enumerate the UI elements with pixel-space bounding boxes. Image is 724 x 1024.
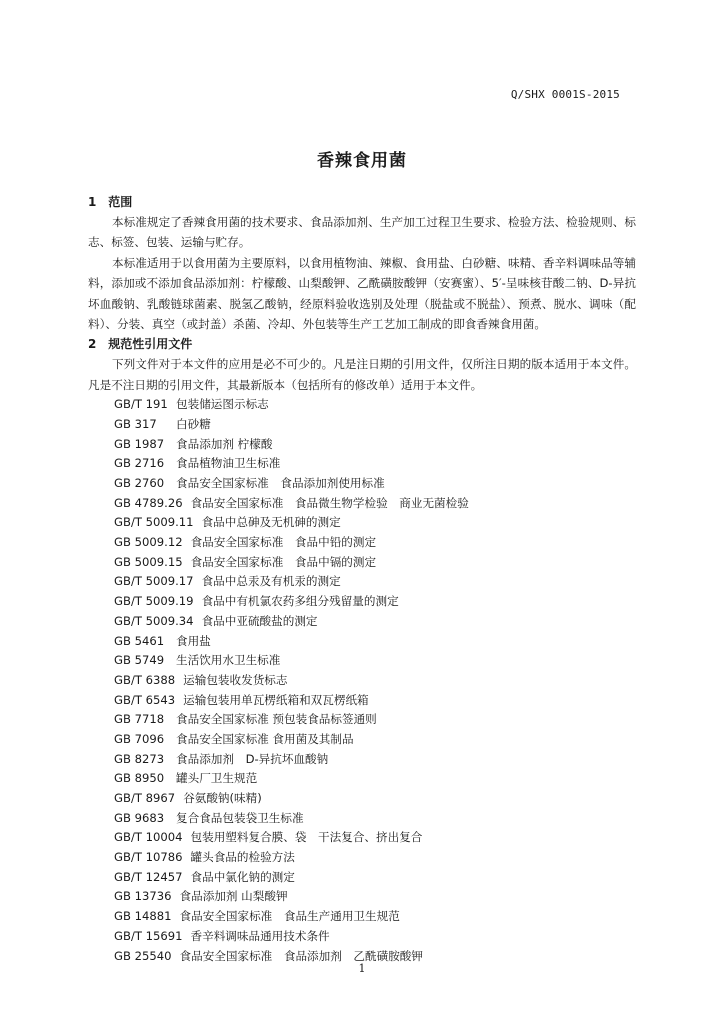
reference-code: GB/T 8967 — [114, 791, 176, 805]
document-title: 香辣食用菌 — [317, 151, 407, 171]
reference-item — [88, 435, 636, 455]
section-title: 范围 — [108, 195, 133, 209]
reference-title: 食品安全国家标准 食品添加剂使用标准 — [176, 476, 385, 490]
standard-code: Q/SHX 0001S-2015 — [510, 88, 620, 101]
reference-item — [88, 927, 636, 947]
reference-code: GB 317 — [114, 416, 157, 431]
reference-code: GB/T 5009.19 — [114, 594, 194, 609]
reference-item — [88, 671, 636, 691]
reference-code: GB 8273 — [114, 751, 165, 766]
reference-item — [88, 907, 636, 927]
reference-title: 食品安全国家标准 食品添加剂 乙酰磺胺酸钾 — [179, 948, 423, 963]
reference-code: GB 13736 — [114, 889, 172, 904]
reference-item — [88, 553, 636, 573]
reference-title: 食品安全国家标准 食品微生物学检验 商业无菌检验 — [190, 495, 469, 510]
reference-title: 包装用塑料复合膜、袋 干法复合、挤出复合 — [190, 830, 423, 845]
reference-code: GB/T 10004 — [114, 830, 183, 845]
reference-code: GB/T 6543 — [114, 692, 176, 707]
scope-paragraph-2: 本标准适用于以食用菌为主要原料，以食用植物油、辣椒、食用盐、白砂糖、味精、香辛料调味品等辅料，添加或不添加食品添加剂：柠檬酸、山梨酸钾、乙酰磺胺酸钾（安赛蜜）、5′-呈味核苷酸二钠、D-异抗坏血酸钠、乳酸链球菌素、脱氢乙酸钠，经原料验收选别及处理（脱盐或不脱盐）、预煮、脱水、调味（配料）、分装、真空（或封盖）杀菌、冷却、外包装等生产工艺加工制成的即食香辣食用菌。 — [88, 255, 636, 332]
reference-code: GB 5009.15 — [114, 554, 183, 569]
reference-title: 食品安全国家标准 食用菌及其制品 — [176, 731, 354, 746]
reference-item — [88, 887, 636, 907]
reference-code: GB 5461 — [114, 633, 165, 648]
reference-title: 食品中总砷及无机砷的测定 — [201, 515, 341, 530]
reference-title: 食品添加剂 D-异抗坏血酸钠 — [176, 751, 329, 766]
reference-code: GB/T 12457 — [114, 869, 183, 884]
reference-item — [88, 730, 636, 750]
reference-code: GB/T 6388 — [114, 672, 176, 687]
reference-code: GB 7718 — [114, 712, 165, 727]
reference-item — [88, 494, 636, 514]
reference-item — [88, 533, 636, 553]
reference-item — [88, 809, 636, 829]
reference-title: 运输包装收发货标志 — [183, 672, 288, 687]
reference-title: 食品添加剂 柠檬酸 — [176, 436, 273, 451]
reference-title: 复合食品包装袋卫生标准 — [176, 810, 304, 825]
reference-title: 食品安全国家标准 预包装食品标签通则 — [176, 712, 377, 727]
reference-code: GB/T 5009.34 — [114, 613, 194, 628]
reference-title: 食品添加剂 山梨酸钾 — [179, 889, 288, 904]
reference-title: 罐头厂卫生规范 — [176, 771, 258, 786]
reference-list — [88, 395, 636, 966]
reference-title: 食品安全国家标准 食品生产通用卫生规范 — [179, 909, 400, 924]
reference-code: GB 5749 — [114, 653, 165, 668]
reference-code: GB/T 191 — [114, 397, 168, 412]
section-heading-scope — [88, 192, 636, 212]
reference-code: GB/T 5009.17 — [114, 574, 194, 589]
document-body — [88, 192, 636, 966]
reference-code: GB 4789.26 — [114, 495, 183, 510]
reference-code: GB 7096 — [114, 731, 165, 746]
reference-item — [88, 572, 636, 592]
reference-code: GB 5009.12 — [114, 535, 183, 550]
reference-item — [88, 612, 636, 632]
references-intro-paragraph: 下列文件对于本文件的应用是必不可少的。凡是注日期的引用文件，仅所注日期的版本适用于本文件。凡是不注日期的引用文件，其最新版本（包括所有的修改单）适用于本文件。 — [88, 357, 636, 392]
reference-title: 白砂糖 — [176, 416, 211, 431]
reference-title: 食品中亚硫酸盐的测定 — [201, 613, 318, 628]
section-heading-normative-references — [88, 334, 636, 354]
reference-item — [88, 691, 636, 711]
reference-item — [88, 848, 636, 868]
section-number: 2 — [88, 337, 97, 352]
reference-code: GB/T 5009.11 — [114, 515, 194, 530]
reference-title: 食品中有机氯农药多组分残留量的测定 — [201, 594, 399, 609]
reference-code: GB 25540 — [114, 948, 172, 963]
section-number: 1 — [88, 195, 97, 209]
reference-item — [88, 828, 636, 848]
reference-item — [88, 651, 636, 671]
reference-title: 香辛料调味品通用技术条件 — [190, 928, 330, 943]
reference-item — [88, 868, 636, 888]
reference-code: GB 2716 — [114, 456, 165, 471]
reference-item — [88, 769, 636, 789]
reference-item — [88, 592, 636, 612]
reference-title: 食品中氯化钠的测定 — [190, 869, 295, 884]
reference-item — [88, 474, 636, 494]
reference-code: GB 9683 — [114, 810, 165, 825]
reference-code: GB/T 10786 — [114, 850, 183, 865]
reference-title: 食品中总汞及有机汞的测定 — [201, 574, 341, 589]
reference-title: 包装储运图示标志 — [176, 397, 269, 412]
section-title: 规范性引用文件 — [108, 337, 193, 352]
reference-title: 运输包装用单瓦楞纸箱和双瓦楞纸箱 — [183, 692, 369, 707]
reference-item — [88, 395, 636, 415]
reference-title: 食品植物油卫生标准 — [176, 456, 281, 471]
reference-item — [88, 632, 636, 652]
reference-code: GB/T 15691 — [114, 928, 183, 943]
reference-code: GB 14881 — [114, 909, 172, 924]
reference-title: 罐头食品的检验方法 — [190, 850, 295, 865]
reference-code: GB 2760 — [114, 476, 165, 490]
reference-title: 谷氨酸钠(味精) — [183, 791, 262, 805]
reference-item — [88, 415, 636, 435]
reference-item — [88, 513, 636, 533]
reference-item — [88, 454, 636, 474]
scope-paragraph-1: 本标准规定了香辣食用菌的技术要求、食品添加剂、生产加工过程卫生要求、检验方法、检验规则、标志、标签、包装、运输与贮存。 — [88, 215, 636, 250]
reference-item — [88, 750, 636, 770]
reference-title: 食品安全国家标准 食品中镉的测定 — [190, 554, 377, 569]
reference-title: 食品安全国家标准 食品中铅的测定 — [190, 535, 377, 550]
reference-title: 食用盐 — [176, 633, 211, 648]
reference-code: GB 8950 — [114, 771, 165, 786]
reference-item — [88, 710, 636, 730]
reference-title: 生活饮用水卫生标准 — [176, 653, 281, 668]
reference-code: GB 1987 — [114, 436, 165, 451]
page-number: 1 — [358, 962, 366, 975]
reference-item — [88, 789, 636, 809]
